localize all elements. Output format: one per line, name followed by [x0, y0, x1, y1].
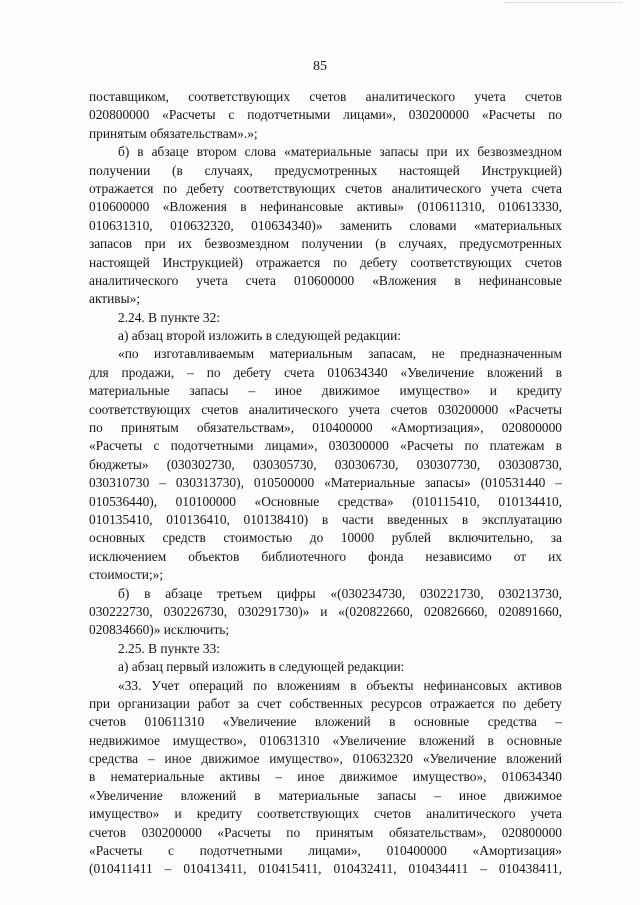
text-line: запасов при их безвозмездном получении (в случаях, предусмотренных [89, 236, 562, 252]
text-line: счетов 010611310 «Увеличение вложений в основные средства – [89, 714, 562, 730]
scan-corner-marks [504, 2, 622, 6]
text-line: принятым обязательствам».»; [89, 125, 258, 141]
text-line: «Расчеты с подотчетными лицами», 010400000 «Амортизация» [89, 843, 562, 859]
text-line: «33. Учет операций по вложениям в объекты нефинансовых активов [118, 677, 562, 693]
text-line: аналитического учета счета 010600000 «Вложения в нефинансовые [89, 272, 562, 288]
body-text [89, 88, 562, 879]
text-line: 020834660)» исключить; [89, 622, 230, 638]
text-line: 010135410, 010136410, 010138410) в части введенных в эксплуатацию [89, 511, 562, 527]
text-line: счетов 030200000 «Расчеты по принятым обязательствам», 020800000 [89, 824, 562, 840]
text-line: при организации работ за счет собственных ресурсов отражается по дебету [89, 695, 562, 711]
text-line: 2.25. В пункте 33: [118, 640, 221, 656]
text-line: 010631310, 010632320, 010634340)» заменить словами «материальных [89, 217, 562, 233]
text-line: а) абзац первый изложить в следующей редакции: [118, 659, 405, 675]
text-line: для продажи, – по дебету счета 010634340 «Увеличение вложений в [89, 364, 562, 380]
text-line: недвижимое имущество», 010631310 «Увеличение вложений в основные [89, 732, 562, 748]
text-line: 2.24. В пункте 32: [118, 309, 221, 325]
text-line: основных средств стоимостью до 10000 рублей включительно, за [89, 530, 562, 546]
text-line: 020800000 «Расчеты с подотчетными лицами», 030200000 «Расчеты по [89, 107, 562, 123]
text-line: (010411411 – 010413411, 010415411, 010432411, 010434411 – 010438411, [89, 861, 562, 877]
text-line: б) в абзаце втором слова «материальные запасы при их безвозмездном [118, 144, 562, 160]
text-line: «Расчеты с подотчетными лицами», 030300000 «Расчеты по платежам в [89, 438, 562, 454]
text-line: 030222730, 030226730, 030291730)» и «(020822660, 020826660, 020891660, [89, 603, 562, 619]
text-line: «по изготавливаемым материальным запасам, не предназначенным [118, 346, 562, 362]
text-line: стоимости;»; [89, 567, 164, 583]
text-line: поставщиком, соответствующих счетов аналитического учета счетов [89, 89, 562, 104]
text-line: имущество» и кредиту соответствующих счетов аналитического учета [89, 806, 562, 822]
text-line: «Увеличение вложений в материальные запасы – иное движимое [89, 787, 562, 803]
text-line: соответствующих счетов аналитического учета счетов 030200000 «Расчеты [89, 401, 562, 417]
text-line: 030310730 – 030313730), 010500000 «Материальные запасы» (010531440 – [89, 475, 562, 491]
text-line: отражается по дебету соответствующих счетов аналитического учета счета [89, 180, 562, 196]
text-line: по принятым обязательствам», 010400000 «Амортизация», 020800000 [89, 420, 562, 436]
text-line: 010536440), 010100000 «Основные средства» (010115410, 010134410, [89, 493, 562, 509]
text-line: получении (в случаях, предусмотренных настоящей Инструкцией) [89, 162, 562, 178]
page-number: 85 [313, 59, 327, 74]
text-line: настоящей Инструкцией) отражается по дебету соответствующих счетов [89, 254, 562, 270]
text-line: бюджеты» (030302730, 030305730, 030306730, 030307730, 030308730, [89, 456, 562, 472]
text-line: активы»; [89, 291, 141, 307]
text-line: 010600000 «Вложения в нефинансовые активы» (010611310, 010613330, [89, 199, 562, 215]
text-line: в нематериальные активы – иное движимое имущество», 010634340 [89, 769, 562, 785]
text-line: а) абзац второй изложить в следующей редакции: [118, 328, 402, 344]
text-line: исключением объектов библиотечного фонда независимо от их [89, 548, 562, 564]
text-line: б) в абзаце третьем цифры «(030234730, 030221730, 030213730, [118, 585, 562, 601]
text-line: материальные запасы – иное движимое имущество» и кредиту [89, 383, 562, 399]
text-line: средства – иное движимое имущество», 010632320 «Увеличение вложений [89, 751, 562, 767]
